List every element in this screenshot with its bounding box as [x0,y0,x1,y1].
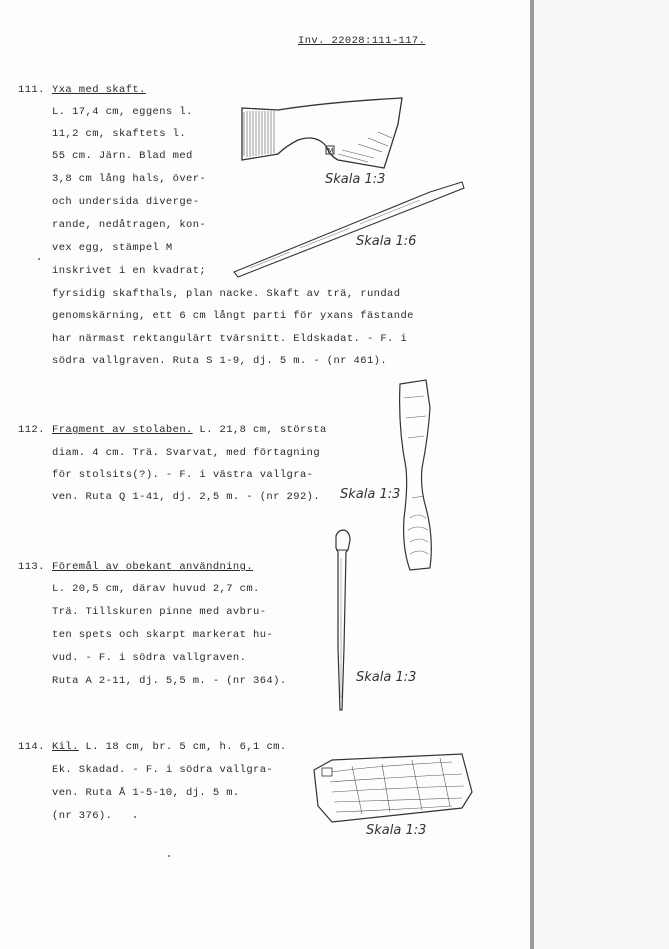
entry-line: 3,8 cm lång hals, över- [52,173,207,185]
entry-title: Yxa med skaft. [52,84,146,96]
entry-title-line [52,741,287,754]
entry-line: vud. - F. i södra vallgraven. [52,652,247,664]
entry-title-line [52,424,327,437]
entry-line: och undersida diverge- [52,196,200,208]
entry-title: Fragment av stolaben. [52,424,193,436]
entry-line: 11,2 cm, skaftets l. [52,128,187,140]
entry-line: ven. Ruta Å 1-5-10, dj. 5 m. [52,787,240,799]
scale-label: Skala 1:3 [356,670,417,685]
inventory-header: Inv. 22028:111-117. [298,35,426,47]
entry-line: fyrsidig skafthals, plan nacke. Skaft av trä, rundad [52,288,401,300]
scale-label: Skala 1:3 [340,487,401,502]
entry-line: ven. Ruta Q 1-41, dj. 2,5 m. - (nr 292). [52,491,321,503]
scale-label: Skala 1:6 [356,234,417,249]
chair-leg-drawing [390,378,438,574]
entry-title-rest: L. 18 cm, br. 5 cm, h. 6,1 cm. [78,741,287,753]
axe-shaft-drawing [230,178,470,278]
entry-line: diam. 4 cm. Trä. Svarvat, med förtagning [52,447,321,459]
entry-line: (nr 376). [52,810,113,822]
entry-line: L. 17,4 cm, eggens l. [52,106,193,118]
entry-line: för stolsits(?). - F. i västra vallgra- [52,469,314,481]
entry-title-rest: L. 21,8 cm, största [192,424,327,436]
entry-number: 112. [18,424,45,436]
scale-label: Skala 1:3 [366,823,427,838]
wedge-drawing [312,752,476,824]
entry-line: ten spets och skarpt markerat hu- [52,629,274,641]
entry-line: södra vallgraven. Ruta S 1-9, dj. 5 m. - (nr 461). [52,355,388,367]
entry-number: 111. [18,84,45,96]
scanner-margin [534,0,669,949]
ink-dot [134,816,136,818]
entry-title: Kil. [52,741,79,753]
entry-line: L. 20,5 cm, därav huvud 2,7 cm. [52,583,260,595]
entry-line: Ek. Skadad. - F. i södra vallgra- [52,764,274,776]
entry-number: 113. [18,561,45,573]
entry-line: genomskärning, ett 6 cm långt parti för yxans fästande [52,310,414,322]
svg-text:M: M [327,147,334,155]
peg-drawing [330,528,356,714]
entry-line: vex egg, stämpel M [52,242,173,254]
entry-number: 114. [18,741,45,753]
axe-head-drawing [238,94,408,174]
entry-line: har närmast rektangulärt tvärsnitt. Eldskadat. - F. i [52,333,408,345]
entry-line: Trä. Tillskuren pinne med avbru- [52,606,267,618]
ink-dot [38,258,40,260]
entry-line: 55 cm. Järn. Blad med [52,150,193,162]
scale-label: Skala 1:3 [325,172,386,187]
entry-line: rande, nedåtragen, kon- [52,219,207,231]
ink-dot [168,855,170,857]
entry-line: inskrivet i en kvadrat; [52,265,207,277]
entry-title: Föremål av obekant användning. [52,561,254,573]
entry-line: Ruta A 2-11, dj. 5,5 m. - (nr 364). [52,675,287,687]
